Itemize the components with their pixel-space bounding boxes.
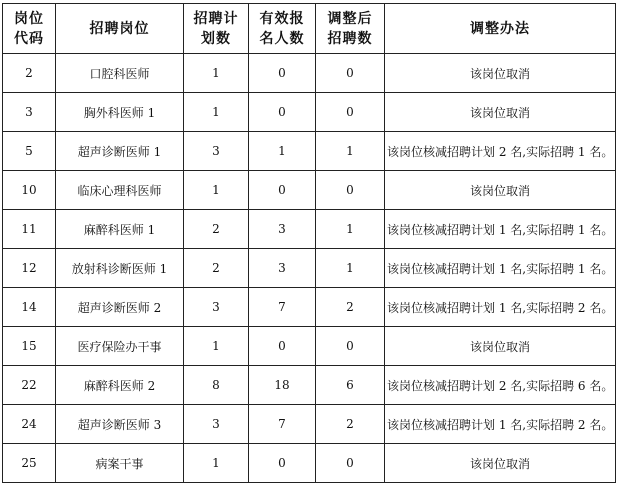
cell-valid-applicants: 7 (249, 288, 316, 327)
header-position-code-line-1: 岗位 (14, 10, 44, 27)
cell-position-name: 麻醉科医师 1 (56, 210, 184, 249)
cell-position-code: 10 (3, 171, 56, 210)
table-row (3, 366, 616, 405)
cell-valid-applicants: 3 (249, 249, 316, 288)
cell-adjustment-method: 该岗位取消 (385, 444, 616, 483)
table-row (3, 327, 616, 366)
cell-valid-applicants: 0 (249, 93, 316, 132)
cell-planned-count: 8 (184, 366, 249, 405)
cell-planned-count: 3 (184, 405, 249, 444)
cell-adjusted-count: 1 (316, 210, 385, 249)
cell-adjustment-method: 该岗位核减招聘计划 1 名,实际招聘 2 名。 (385, 405, 616, 444)
cell-planned-count: 3 (184, 132, 249, 171)
header-valid-applicants-line-1: 有效报 (259, 10, 305, 27)
table-row (3, 93, 616, 132)
cell-adjusted-count: 0 (316, 444, 385, 483)
cell-planned-count: 1 (184, 171, 249, 210)
cell-adjusted-count: 6 (316, 366, 385, 405)
header-adjusted-count (316, 4, 385, 54)
table-row (3, 210, 616, 249)
cell-adjusted-count: 2 (316, 405, 385, 444)
cell-adjustment-method: 该岗位核减招聘计划 1 名,实际招聘 2 名。 (385, 288, 616, 327)
recruitment-adjustment-table (2, 3, 616, 483)
header-position-name: 招聘岗位 (56, 4, 184, 54)
cell-position-name: 超声诊断医师 1 (56, 132, 184, 171)
header-adjusted-count-line-2: 招聘数 (327, 30, 373, 47)
table-row (3, 444, 616, 483)
cell-position-code: 22 (3, 366, 56, 405)
table-row (3, 405, 616, 444)
table-row (3, 171, 616, 210)
cell-valid-applicants: 0 (249, 444, 316, 483)
header-adjustment-method: 调整办法 (385, 4, 616, 54)
cell-planned-count: 1 (184, 444, 249, 483)
header-position-code (3, 4, 56, 54)
cell-valid-applicants: 0 (249, 54, 316, 93)
cell-adjusted-count: 1 (316, 249, 385, 288)
header-valid-applicants-line-2: 名人数 (259, 30, 305, 47)
cell-adjustment-method: 该岗位取消 (385, 171, 616, 210)
cell-planned-count: 1 (184, 54, 249, 93)
cell-position-name: 超声诊断医师 3 (56, 405, 184, 444)
header-planned-count-line-2: 划数 (201, 30, 231, 47)
cell-planned-count: 2 (184, 249, 249, 288)
cell-adjustment-method: 该岗位取消 (385, 93, 616, 132)
header-adjusted-count-line-1: 调整后 (327, 10, 373, 27)
table-row (3, 288, 616, 327)
header-planned-count (184, 4, 249, 54)
cell-valid-applicants: 1 (249, 132, 316, 171)
cell-adjusted-count: 0 (316, 93, 385, 132)
cell-valid-applicants: 3 (249, 210, 316, 249)
cell-adjustment-method: 该岗位取消 (385, 54, 616, 93)
table-body (3, 54, 616, 483)
cell-position-code: 25 (3, 444, 56, 483)
cell-adjustment-method: 该岗位核减招聘计划 1 名,实际招聘 1 名。 (385, 210, 616, 249)
cell-valid-applicants: 7 (249, 405, 316, 444)
cell-position-code: 12 (3, 249, 56, 288)
cell-adjusted-count: 1 (316, 132, 385, 171)
cell-adjusted-count: 0 (316, 327, 385, 366)
cell-adjusted-count: 0 (316, 171, 385, 210)
cell-position-name: 临床心理科医师 (56, 171, 184, 210)
cell-planned-count: 1 (184, 327, 249, 366)
cell-planned-count: 2 (184, 210, 249, 249)
cell-adjustment-method: 该岗位核减招聘计划 2 名,实际招聘 6 名。 (385, 366, 616, 405)
cell-position-name: 胸外科医师 1 (56, 93, 184, 132)
cell-position-code: 15 (3, 327, 56, 366)
header-row (3, 4, 616, 54)
cell-position-name: 口腔科医师 (56, 54, 184, 93)
cell-position-code: 3 (3, 93, 56, 132)
cell-position-name: 医疗保险办干事 (56, 327, 184, 366)
header-planned-count-line-1: 招聘计 (193, 10, 239, 27)
cell-position-name: 麻醉科医师 2 (56, 366, 184, 405)
table-row (3, 132, 616, 171)
cell-position-code: 2 (3, 54, 56, 93)
cell-planned-count: 1 (184, 93, 249, 132)
cell-position-code: 5 (3, 132, 56, 171)
cell-position-name: 病案干事 (56, 444, 184, 483)
cell-adjustment-method: 该岗位取消 (385, 327, 616, 366)
cell-position-code: 11 (3, 210, 56, 249)
header-position-code-line-2: 代码 (14, 30, 44, 47)
cell-planned-count: 3 (184, 288, 249, 327)
cell-position-code: 14 (3, 288, 56, 327)
cell-position-code: 24 (3, 405, 56, 444)
cell-adjusted-count: 0 (316, 54, 385, 93)
cell-adjustment-method: 该岗位核减招聘计划 1 名,实际招聘 1 名。 (385, 249, 616, 288)
table-row (3, 54, 616, 93)
cell-valid-applicants: 0 (249, 171, 316, 210)
cell-position-name: 放射科诊断医师 1 (56, 249, 184, 288)
cell-valid-applicants: 0 (249, 327, 316, 366)
cell-position-name: 超声诊断医师 2 (56, 288, 184, 327)
cell-adjusted-count: 2 (316, 288, 385, 327)
cell-adjustment-method: 该岗位核减招聘计划 2 名,实际招聘 1 名。 (385, 132, 616, 171)
table-row (3, 249, 616, 288)
header-valid-applicants (249, 4, 316, 54)
cell-valid-applicants: 18 (249, 366, 316, 405)
